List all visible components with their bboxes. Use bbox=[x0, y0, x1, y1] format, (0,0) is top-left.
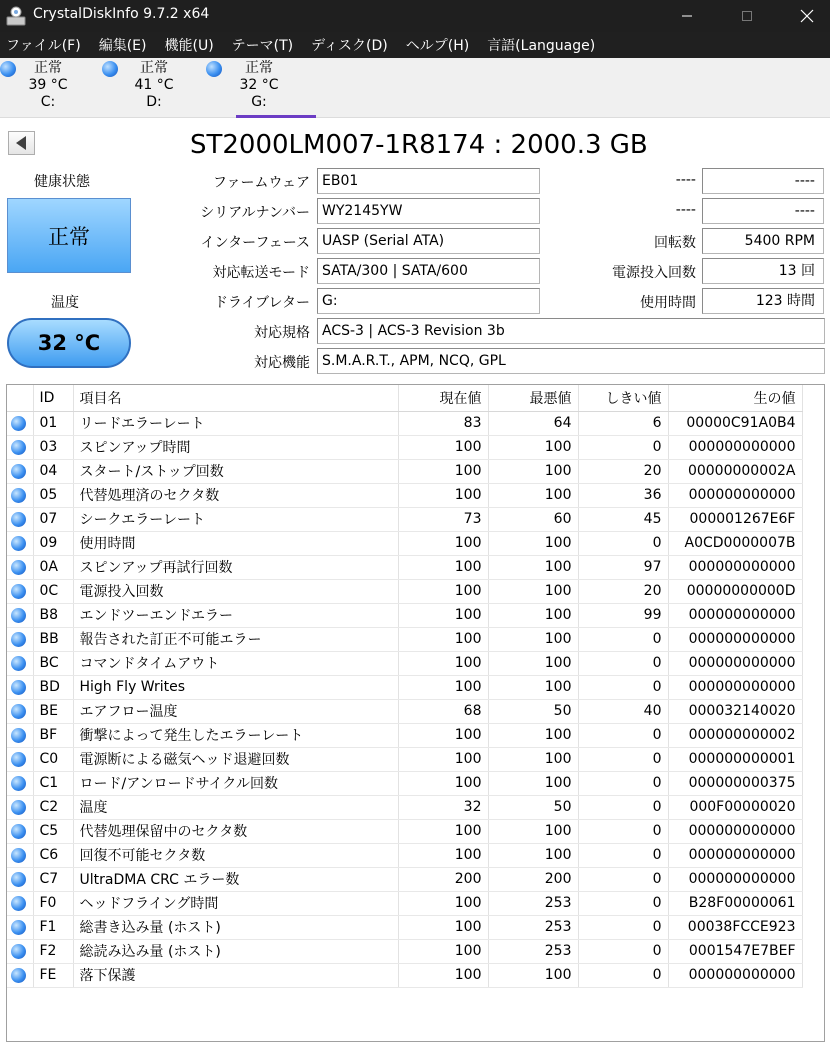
interface-value: UASP (Serial ATA) bbox=[317, 228, 540, 254]
right-field-2-value: ---- bbox=[702, 198, 824, 224]
cell-status bbox=[7, 819, 33, 843]
cell-name: 代替処理保留中のセクタ数 bbox=[73, 819, 398, 843]
table-row[interactable] bbox=[7, 651, 802, 675]
cell-id: F1 bbox=[33, 915, 73, 939]
cell-current: 100 bbox=[398, 843, 488, 867]
cell-status bbox=[7, 531, 33, 555]
status-dot-icon bbox=[11, 440, 26, 455]
cell-worst: 100 bbox=[488, 435, 578, 459]
cell-name: スピンアップ時間 bbox=[73, 435, 398, 459]
rotation-value: 5400 RPM bbox=[702, 228, 824, 254]
cell-worst: 100 bbox=[488, 579, 578, 603]
cell-threshold: 0 bbox=[578, 795, 668, 819]
cell-status bbox=[7, 483, 33, 507]
cell-name: 報告された訂正不可能エラー bbox=[73, 627, 398, 651]
table-row[interactable] bbox=[7, 819, 802, 843]
status-dot-icon bbox=[11, 512, 26, 527]
cell-worst: 100 bbox=[488, 459, 578, 483]
cell-id: 05 bbox=[33, 483, 73, 507]
table-row[interactable] bbox=[7, 459, 802, 483]
maximize-icon bbox=[741, 10, 753, 22]
cell-raw: 000000000000 bbox=[668, 627, 802, 651]
cell-worst: 100 bbox=[488, 555, 578, 579]
cell-name: 回復不可能セクタ数 bbox=[73, 843, 398, 867]
cell-threshold: 0 bbox=[578, 723, 668, 747]
power-on-count-label: 電源投入回数 bbox=[612, 265, 696, 281]
cell-name: リードエラーレート bbox=[73, 411, 398, 435]
cell-status bbox=[7, 867, 33, 891]
cell-current: 68 bbox=[398, 699, 488, 723]
cell-status bbox=[7, 963, 33, 987]
maximize-button[interactable] bbox=[724, 0, 770, 32]
table-row[interactable] bbox=[7, 579, 802, 603]
cell-raw: 000000000000 bbox=[668, 555, 802, 579]
cell-worst: 100 bbox=[488, 771, 578, 795]
cell-current: 100 bbox=[398, 483, 488, 507]
status-dot-icon bbox=[11, 680, 26, 695]
cell-id: F0 bbox=[33, 891, 73, 915]
disk-letter: C: bbox=[40, 94, 56, 110]
cell-worst: 100 bbox=[488, 675, 578, 699]
cell-worst: 253 bbox=[488, 939, 578, 963]
table-row[interactable] bbox=[7, 627, 802, 651]
cell-threshold: 0 bbox=[578, 531, 668, 555]
cell-name: スタート/ストップ回数 bbox=[73, 459, 398, 483]
disk-letter: G: bbox=[251, 94, 267, 110]
disk-app-icon bbox=[5, 5, 27, 27]
cell-id: C6 bbox=[33, 843, 73, 867]
cell-id: FE bbox=[33, 963, 73, 987]
status-dot-icon bbox=[11, 704, 26, 719]
interface-label: インターフェース bbox=[200, 235, 310, 251]
table-row[interactable] bbox=[7, 915, 802, 939]
cell-current: 100 bbox=[398, 891, 488, 915]
cell-raw: 000000000000 bbox=[668, 603, 802, 627]
power-on-count-value: 13 回 bbox=[702, 258, 824, 284]
cell-id: 04 bbox=[33, 459, 73, 483]
standard-value: ACS-3 | ACS-3 Revision 3b bbox=[317, 318, 825, 344]
right-field-1-value: ---- bbox=[702, 168, 824, 194]
status-dot-icon bbox=[11, 560, 26, 575]
close-button[interactable] bbox=[784, 0, 830, 32]
cell-status bbox=[7, 459, 33, 483]
cell-name: 衝撃によって発生したエラーレート bbox=[73, 723, 398, 747]
cell-worst: 100 bbox=[488, 843, 578, 867]
disk-tab-d[interactable] bbox=[102, 58, 206, 118]
cell-worst: 100 bbox=[488, 627, 578, 651]
cell-threshold: 0 bbox=[578, 963, 668, 987]
cell-threshold: 99 bbox=[578, 603, 668, 627]
disk-status: 正常 bbox=[140, 60, 168, 76]
disk-status: 正常 bbox=[245, 60, 273, 76]
header-threshold[interactable]: しきい値 bbox=[578, 385, 668, 411]
cell-raw: 000000000000 bbox=[668, 867, 802, 891]
table-row[interactable] bbox=[7, 699, 802, 723]
cell-status bbox=[7, 747, 33, 771]
disk-tabs bbox=[0, 58, 830, 118]
health-status-button[interactable]: 正常 bbox=[7, 198, 131, 273]
status-dot-icon bbox=[11, 776, 26, 791]
cell-id: 0C bbox=[33, 579, 73, 603]
cell-raw: 00000C91A0B4 bbox=[668, 411, 802, 435]
status-dot-icon bbox=[11, 944, 26, 959]
right-field-2-label: ---- bbox=[675, 202, 696, 218]
table-row[interactable] bbox=[7, 771, 802, 795]
cell-raw: 000000000000 bbox=[668, 435, 802, 459]
cell-worst: 253 bbox=[488, 891, 578, 915]
table-row[interactable] bbox=[7, 531, 802, 555]
menu-item[interactable]: ディスク(D) bbox=[311, 38, 388, 54]
window-title: CrystalDiskInfo 9.7.2 x64 bbox=[33, 6, 210, 22]
cell-raw: 000000000000 bbox=[668, 963, 802, 987]
cell-raw: 000000000002 bbox=[668, 723, 802, 747]
cell-name: エアフロー温度 bbox=[73, 699, 398, 723]
features-value: S.M.A.R.T., APM, NCQ, GPL bbox=[317, 348, 825, 374]
cell-worst: 60 bbox=[488, 507, 578, 531]
cell-id: BE bbox=[33, 699, 73, 723]
menu-bar bbox=[0, 32, 830, 58]
cell-current: 100 bbox=[398, 963, 488, 987]
cell-threshold: 0 bbox=[578, 867, 668, 891]
firmware-label: ファームウェア bbox=[212, 175, 310, 191]
cell-current: 100 bbox=[398, 723, 488, 747]
table-row[interactable] bbox=[7, 603, 802, 627]
cell-threshold: 40 bbox=[578, 699, 668, 723]
cell-worst: 100 bbox=[488, 963, 578, 987]
cell-threshold: 0 bbox=[578, 915, 668, 939]
header-worst[interactable]: 最悪値 bbox=[488, 385, 578, 411]
cell-status bbox=[7, 771, 33, 795]
cell-status bbox=[7, 843, 33, 867]
cell-id: BB bbox=[33, 627, 73, 651]
menu-item[interactable]: 機能(U) bbox=[164, 38, 214, 54]
temperature-label: 温度 bbox=[51, 295, 79, 311]
table-row[interactable] bbox=[7, 435, 802, 459]
cell-current: 100 bbox=[398, 531, 488, 555]
cell-current: 100 bbox=[398, 771, 488, 795]
cell-worst: 253 bbox=[488, 915, 578, 939]
table-row[interactable] bbox=[7, 795, 802, 819]
cell-name: スピンアップ再試行回数 bbox=[73, 555, 398, 579]
cell-threshold: 0 bbox=[578, 627, 668, 651]
power-on-hours-label: 使用時間 bbox=[640, 295, 696, 311]
cell-status bbox=[7, 435, 33, 459]
cell-id: C5 bbox=[33, 819, 73, 843]
cell-id: 07 bbox=[33, 507, 73, 531]
status-dot-icon bbox=[11, 752, 26, 767]
cell-status bbox=[7, 411, 33, 435]
cell-current: 100 bbox=[398, 915, 488, 939]
cell-worst: 200 bbox=[488, 867, 578, 891]
disk-info-panel bbox=[0, 118, 830, 380]
cell-status bbox=[7, 723, 33, 747]
power-on-hours-value: 123 時間 bbox=[702, 288, 824, 314]
cell-current: 100 bbox=[398, 603, 488, 627]
cell-status bbox=[7, 891, 33, 915]
cell-threshold: 0 bbox=[578, 939, 668, 963]
table-row[interactable] bbox=[7, 867, 802, 891]
cell-current: 100 bbox=[398, 627, 488, 651]
cell-worst: 50 bbox=[488, 795, 578, 819]
cell-raw: 000F00000020 bbox=[668, 795, 802, 819]
cell-worst: 100 bbox=[488, 819, 578, 843]
transfer-mode-label: 対応転送モード bbox=[212, 265, 310, 281]
cell-name: ロード/アンロードサイクル回数 bbox=[73, 771, 398, 795]
status-dot-icon bbox=[11, 488, 26, 503]
cell-id: F2 bbox=[33, 939, 73, 963]
table-row[interactable] bbox=[7, 747, 802, 771]
disk-tab-c[interactable] bbox=[0, 58, 100, 118]
status-dot-icon bbox=[11, 872, 26, 887]
cell-raw: 000001267E6F bbox=[668, 507, 802, 531]
health-label: 健康状態 bbox=[34, 174, 90, 190]
cell-id: C7 bbox=[33, 867, 73, 891]
cell-name: 落下保護 bbox=[73, 963, 398, 987]
header-id[interactable]: ID bbox=[33, 385, 73, 411]
cell-name: 総読み込み量 (ホスト) bbox=[73, 939, 398, 963]
cell-status bbox=[7, 795, 33, 819]
cell-status bbox=[7, 579, 33, 603]
cell-status bbox=[7, 555, 33, 579]
status-dot-icon bbox=[11, 656, 26, 671]
model-title: ST2000LM007-1R8174 : 2000.3 GB bbox=[190, 130, 648, 160]
status-dot-icon bbox=[11, 896, 26, 911]
standard-label: 対応規格 bbox=[254, 325, 310, 341]
cell-id: BF bbox=[33, 723, 73, 747]
cell-name: 温度 bbox=[73, 795, 398, 819]
firmware-value: EB01 bbox=[317, 168, 540, 194]
minimize-icon bbox=[681, 10, 693, 22]
cell-id: B8 bbox=[33, 603, 73, 627]
cell-worst: 100 bbox=[488, 747, 578, 771]
cell-status bbox=[7, 627, 33, 651]
header-current[interactable]: 現在値 bbox=[398, 385, 488, 411]
serial-label: シリアルナンバー bbox=[200, 205, 310, 221]
drive-letter-value: G: bbox=[317, 288, 540, 314]
cell-threshold: 0 bbox=[578, 675, 668, 699]
cell-id: C2 bbox=[33, 795, 73, 819]
features-label: 対応機能 bbox=[254, 355, 310, 371]
table-row[interactable] bbox=[7, 555, 802, 579]
cell-raw: 000000000000 bbox=[668, 483, 802, 507]
cell-raw: B28F00000061 bbox=[668, 891, 802, 915]
arrow-left-icon bbox=[16, 136, 26, 150]
cell-id: 0A bbox=[33, 555, 73, 579]
status-dot-icon bbox=[11, 968, 26, 983]
cell-name: 電源投入回数 bbox=[73, 579, 398, 603]
cell-id: BD bbox=[33, 675, 73, 699]
cell-raw: 00038FCCE923 bbox=[668, 915, 802, 939]
previous-disk-button[interactable] bbox=[8, 131, 35, 155]
menu-item[interactable]: ファイル(F) bbox=[6, 38, 81, 54]
menu-item[interactable]: テーマ(T) bbox=[231, 38, 294, 54]
cell-current: 83 bbox=[398, 411, 488, 435]
close-icon bbox=[800, 9, 814, 23]
status-dot-icon bbox=[11, 824, 26, 839]
cell-threshold: 20 bbox=[578, 579, 668, 603]
temperature-display[interactable]: 32 °C bbox=[7, 318, 131, 368]
cell-current: 100 bbox=[398, 747, 488, 771]
drive-letter-label: ドライブレター bbox=[213, 295, 310, 311]
table-row[interactable] bbox=[7, 483, 802, 507]
cell-raw: 0001547E7BEF bbox=[668, 939, 802, 963]
cell-name: 総書き込み量 (ホスト) bbox=[73, 915, 398, 939]
cell-threshold: 20 bbox=[578, 459, 668, 483]
cell-raw: 000000000000 bbox=[668, 675, 802, 699]
menu-item[interactable]: ヘルプ(H) bbox=[405, 38, 470, 54]
cell-worst: 100 bbox=[488, 483, 578, 507]
cell-worst: 100 bbox=[488, 531, 578, 555]
cell-name: High Fly Writes bbox=[73, 675, 398, 699]
cell-status bbox=[7, 675, 33, 699]
minimize-button[interactable] bbox=[664, 0, 710, 32]
cell-id: C0 bbox=[33, 747, 73, 771]
cell-threshold: 36 bbox=[578, 483, 668, 507]
disk-letter: D: bbox=[146, 94, 162, 110]
cell-threshold: 6 bbox=[578, 411, 668, 435]
cell-raw: A0CD0000007B bbox=[668, 531, 802, 555]
cell-id: 03 bbox=[33, 435, 73, 459]
cell-current: 100 bbox=[398, 819, 488, 843]
cell-id: 09 bbox=[33, 531, 73, 555]
cell-status bbox=[7, 651, 33, 675]
table-row[interactable] bbox=[7, 411, 802, 435]
cell-raw: 000000000000 bbox=[668, 843, 802, 867]
cell-name: 代替処理済のセクタ数 bbox=[73, 483, 398, 507]
cell-name: ヘッドフライング時間 bbox=[73, 891, 398, 915]
status-dot-icon bbox=[11, 536, 26, 551]
cell-raw: 000000000375 bbox=[668, 771, 802, 795]
table-row[interactable] bbox=[7, 963, 802, 987]
cell-id: BC bbox=[33, 651, 73, 675]
status-dot-icon bbox=[11, 632, 26, 647]
table-row[interactable] bbox=[7, 843, 802, 867]
cell-worst: 64 bbox=[488, 411, 578, 435]
cell-worst: 100 bbox=[488, 723, 578, 747]
status-dot-icon bbox=[11, 416, 26, 431]
cell-worst: 100 bbox=[488, 603, 578, 627]
status-dot-icon bbox=[11, 584, 26, 599]
menu-item[interactable]: 編集(E) bbox=[98, 38, 147, 54]
cell-raw: 00000000000D bbox=[668, 579, 802, 603]
cell-current: 100 bbox=[398, 435, 488, 459]
cell-name: 電源断による磁気ヘッド退避回数 bbox=[73, 747, 398, 771]
cell-status bbox=[7, 915, 33, 939]
cell-current: 100 bbox=[398, 675, 488, 699]
disk-temp: 41 °C bbox=[134, 77, 174, 93]
cell-current: 100 bbox=[398, 579, 488, 603]
cell-status bbox=[7, 603, 33, 627]
header-raw[interactable]: 生の値 bbox=[668, 385, 802, 411]
status-dot-icon bbox=[11, 608, 26, 623]
cell-worst: 100 bbox=[488, 651, 578, 675]
cell-name: エンドツーエンドエラー bbox=[73, 603, 398, 627]
cell-current: 100 bbox=[398, 555, 488, 579]
cell-raw: 000032140020 bbox=[668, 699, 802, 723]
cell-status bbox=[7, 699, 33, 723]
cell-threshold: 97 bbox=[578, 555, 668, 579]
disk-temp: 39 °C bbox=[28, 77, 68, 93]
status-dot-icon bbox=[11, 464, 26, 479]
cell-current: 100 bbox=[398, 939, 488, 963]
cell-threshold: 0 bbox=[578, 435, 668, 459]
header-name[interactable]: 項目名 bbox=[73, 385, 398, 411]
cell-raw: 00000000002A bbox=[668, 459, 802, 483]
table-header-row bbox=[7, 385, 802, 411]
title-bar bbox=[0, 0, 830, 32]
table-row[interactable] bbox=[7, 507, 802, 531]
disk-tab-g[interactable] bbox=[206, 58, 312, 118]
cell-threshold: 0 bbox=[578, 819, 668, 843]
cell-threshold: 45 bbox=[578, 507, 668, 531]
smart-table[interactable] bbox=[6, 384, 825, 1042]
right-field-1-label: ---- bbox=[675, 172, 696, 188]
disk-status: 正常 bbox=[34, 60, 62, 76]
table-row[interactable] bbox=[7, 891, 802, 915]
cell-threshold: 0 bbox=[578, 651, 668, 675]
table-row[interactable] bbox=[7, 675, 802, 699]
cell-name: UltraDMA CRC エラー数 bbox=[73, 867, 398, 891]
cell-status bbox=[7, 507, 33, 531]
table-row[interactable] bbox=[7, 723, 802, 747]
status-dot-icon bbox=[11, 920, 26, 935]
cell-id: 01 bbox=[33, 411, 73, 435]
status-dot-icon bbox=[11, 800, 26, 815]
cell-name: 使用時間 bbox=[73, 531, 398, 555]
cell-id: C1 bbox=[33, 771, 73, 795]
cell-current: 100 bbox=[398, 651, 488, 675]
disk-temp: 32 °C bbox=[239, 77, 279, 93]
cell-worst: 50 bbox=[488, 699, 578, 723]
cell-threshold: 0 bbox=[578, 891, 668, 915]
cell-threshold: 0 bbox=[578, 771, 668, 795]
table-row[interactable] bbox=[7, 939, 802, 963]
status-dot-icon bbox=[11, 848, 26, 863]
cell-threshold: 0 bbox=[578, 747, 668, 771]
header-status[interactable] bbox=[7, 385, 33, 411]
cell-name: コマンドタイムアウト bbox=[73, 651, 398, 675]
transfer-mode-value: SATA/300 | SATA/600 bbox=[317, 258, 540, 284]
cell-current: 73 bbox=[398, 507, 488, 531]
cell-raw: 000000000001 bbox=[668, 747, 802, 771]
cell-raw: 000000000000 bbox=[668, 651, 802, 675]
menu-item[interactable]: 言語(Language) bbox=[487, 38, 596, 54]
cell-raw: 000000000000 bbox=[668, 819, 802, 843]
cell-status bbox=[7, 939, 33, 963]
cell-name: シークエラーレート bbox=[73, 507, 398, 531]
cell-current: 200 bbox=[398, 867, 488, 891]
cell-current: 100 bbox=[398, 459, 488, 483]
rotation-label: 回転数 bbox=[654, 235, 696, 251]
cell-threshold: 0 bbox=[578, 843, 668, 867]
serial-value: WY2145YW bbox=[317, 198, 540, 224]
cell-current: 32 bbox=[398, 795, 488, 819]
status-dot-icon bbox=[11, 728, 26, 743]
